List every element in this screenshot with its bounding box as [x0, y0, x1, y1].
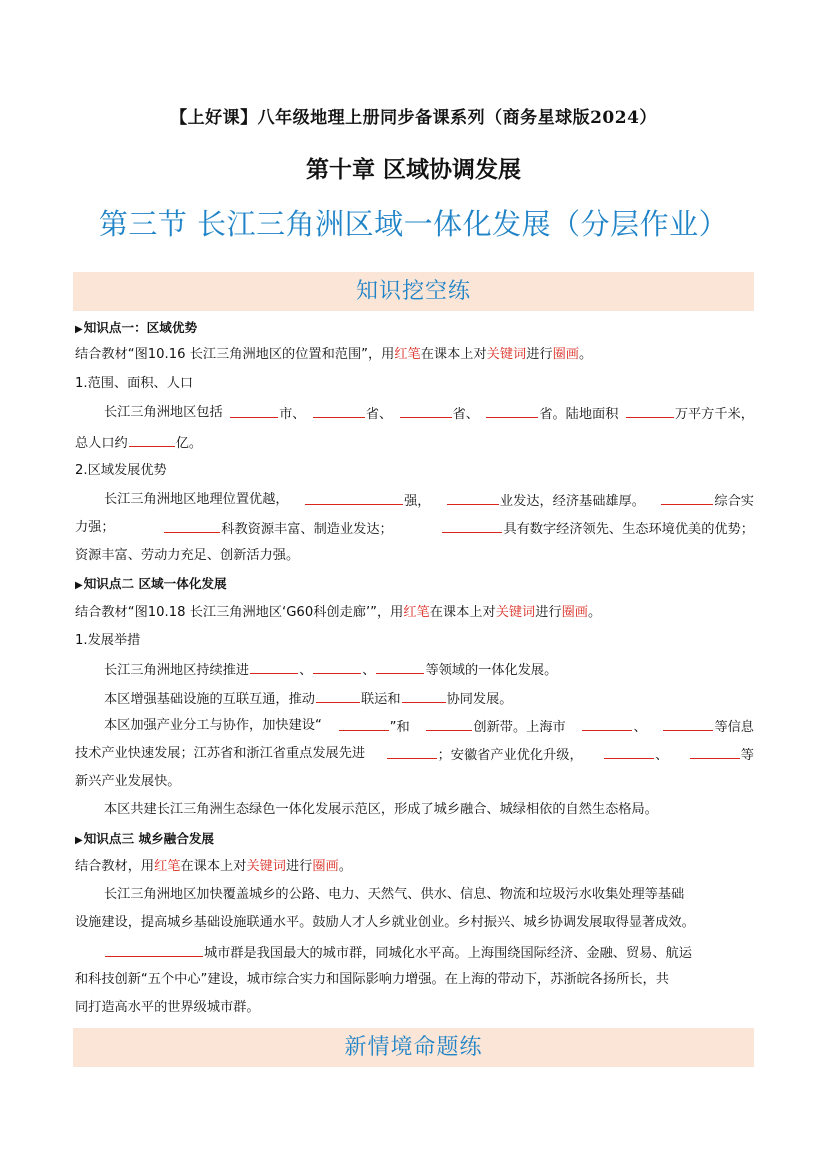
- blank[interactable]: [582, 716, 632, 731]
- blank[interactable]: [105, 942, 203, 957]
- kp2-line1: 长江三角洲地区持续推进 、 、 等领域的一体化发展。: [104, 659, 754, 681]
- triangle-bullet-icon: ▶: [75, 324, 83, 335]
- kp2-instruction: 结合教材“图10.18 长江三角洲地区‘G60科创走廊’”，用红笔在课本上对关键词进行圈画。: [75, 605, 602, 620]
- blank[interactable]: [426, 716, 472, 731]
- kp1-sub2: 2.区域发展优势: [75, 463, 167, 478]
- kp3-para1-line2: 设施建设，提高城乡基础设施联通水平。鼓励人才人乡就业创业。乡村振兴、城乡协调发展取得显著成效。: [75, 915, 695, 930]
- blank[interactable]: [387, 744, 437, 759]
- blank[interactable]: [339, 716, 389, 731]
- blank[interactable]: [626, 403, 674, 418]
- blank[interactable]: [164, 518, 220, 533]
- blank[interactable]: [376, 659, 424, 674]
- blank[interactable]: [129, 432, 175, 447]
- blank[interactable]: [486, 403, 538, 418]
- blank[interactable]: [447, 490, 499, 505]
- blank[interactable]: [313, 403, 365, 418]
- kp2-line3: 本区加强产业分工与协作，加快建设“ ”和 创新带。上海市 、 等信息: [104, 718, 754, 735]
- kp3-para2-line3: 同打造高水平的世界级城市群。: [75, 1000, 260, 1015]
- knowledge-band: 知识挖空练: [73, 272, 754, 311]
- blank[interactable]: [604, 744, 654, 759]
- kp3-heading: ▶知识点三 城乡融合发展: [75, 831, 215, 846]
- blank[interactable]: [402, 688, 446, 703]
- new-context-band: 新情境命题练: [73, 1028, 754, 1067]
- kp3-para2-line2: 和科技创新“五个中心”建设，城市综合实力和国际影响力增强。在上海的带动下，苏浙皖各扬所长，共: [75, 972, 669, 987]
- blank[interactable]: [400, 403, 452, 418]
- chapter-title: 第十章 区域协调发展: [305, 156, 521, 183]
- kp1-heading: ▶知识点一：区域优势: [75, 320, 198, 335]
- kp2-line6: 本区共建长江三角洲生态绿色一体化发展示范区，形成了城乡融合、城绿相依的自然生态格局。: [104, 802, 658, 817]
- blank[interactable]: [305, 490, 403, 505]
- kp1-instruction: 结合教材“图10.16 长江三角洲地区的位置和范围”，用红笔在课本上对关键词进行圈画。: [75, 347, 593, 362]
- blank[interactable]: [442, 518, 502, 533]
- kp2-sub1: 1.发展举措: [75, 633, 141, 648]
- kp1-line1: 长江三角洲地区包括 市、 省、 省、 省。陆地面积 万平方千米，: [104, 405, 754, 422]
- kp3-instruction: 结合教材，用红笔在课本上对关键词进行圈画。: [75, 859, 352, 874]
- kp1-line2: 总人口约 亿。: [75, 432, 754, 454]
- section-title: 第三节 长江三角洲区域一体化发展（分层作业）: [98, 207, 729, 241]
- blank[interactable]: [663, 716, 713, 731]
- kp2-line5: 新兴产业发展快。: [75, 774, 181, 789]
- blank[interactable]: [661, 490, 713, 505]
- triangle-bullet-icon: ▶: [75, 580, 83, 591]
- kp2-heading: ▶知识点二 区域一体化发展: [75, 576, 227, 591]
- kp3-para1-line1: 长江三角洲地区加快覆盖城乡的公路、电力、天然气、供水、信息、物流和垃圾污水收集处理等基础: [104, 887, 685, 902]
- series-title: 【上好课】八年级地理上册同步备课系列（商务星球版2024）: [170, 108, 657, 128]
- kp2-line2: 本区增强基础设施的互联互通，推动 联运和 协同发展。: [104, 688, 754, 710]
- blank[interactable]: [250, 659, 298, 674]
- kp1-line3: 长江三角洲地区地理位置优越， 强， 业发达，经济基础雄厚。 综合实: [104, 492, 754, 509]
- triangle-bullet-icon: ▶: [75, 835, 83, 846]
- blank[interactable]: [230, 403, 278, 418]
- kp1-line4: 力强； 科教资源丰富、制造业发达； 具有数字经济领先、生态环境优美的优势；: [75, 520, 754, 537]
- kp1-sub1: 1.范围、面积、人口: [75, 376, 194, 391]
- blank[interactable]: [690, 744, 740, 759]
- blank[interactable]: [313, 659, 361, 674]
- blank[interactable]: [316, 688, 360, 703]
- kp2-line4: 技术产业快速发展；江苏省和浙江省重点发展先进 ；安徽省产业优化升级， 、 等: [75, 746, 754, 763]
- kp1-line5: 资源丰富、劳动力充足、创新活力强。: [75, 548, 300, 563]
- kp3-para2-line1: 城市群是我国最大的城市群，同城化水平高。上海围绕国际经济、金融、贸易、航运: [104, 942, 754, 964]
